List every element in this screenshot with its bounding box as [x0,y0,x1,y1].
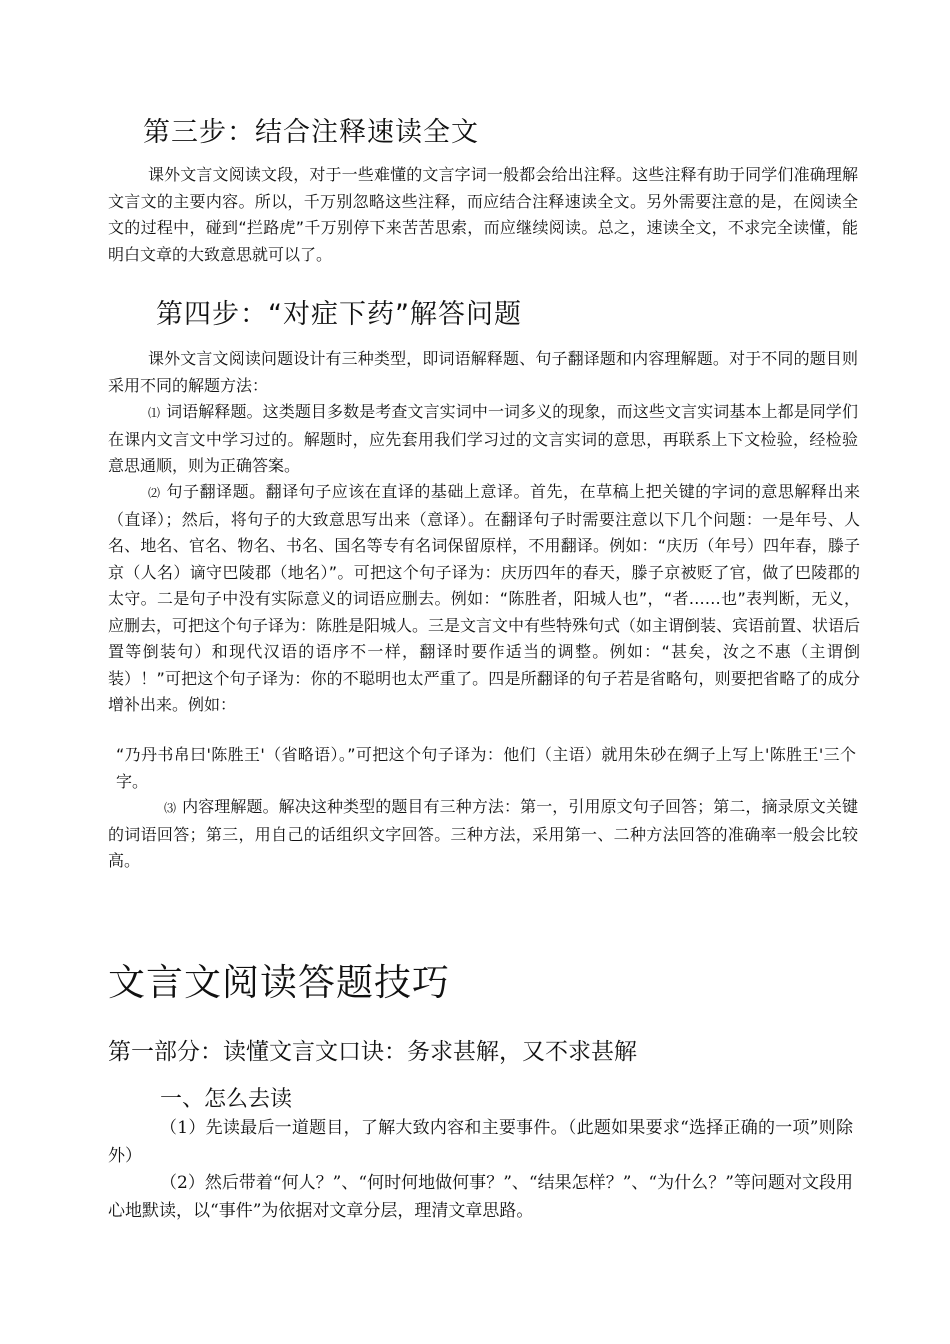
item3-text: 内容理解题。解决这种类型的题目有三种方法：第一，引用原文句子回答；第二，摘录原文关键的词语回答；第三，用自己的话组织文字回答。三种方法，采用第一、二种方法回答的准确率一般会比较高。 [108,797,858,870]
step4-heading: 第四步：“对症下药”解答问题 [156,299,522,330]
item3-number: ⑶ [164,801,177,815]
item1-number: ⑴ [148,406,161,420]
item2-example: “乃丹书帛曰'陈胜王'（省略语）。”可把这个句子译为：他们（主语）就用朱砂在绸子上写上'陈胜王'三个字。 [116,745,856,791]
step3-paragraph: 课外文言文阅读文段，对于一些难懂的文言字词一般都会给出注释。这些注释有助于同学们准确理解文言文的主要内容。所以，千万别忽略这些注释，而应结合注释速读全文。另外需要注意的是，在阅读全文的过程中，碰到“拦路虎”千万别停下来苦苦思索，而应继续阅读。总之，速读全文，不求完全读懂，能明白文章的大致意思就可以了。 [108,165,858,264]
item3-paragraph [108,794,858,875]
read-step-2: （2）然后带着“何人？”、“何时何地做何事？”、“结果怎样？”、“为什么？”等问题对文段用心地默读，以“事件”为依据对文章分层，理清文章思路。 [108,1173,853,1221]
subsection-heading: 一、怎么去读 [160,1087,293,1112]
step3-heading: 第三步：结合注释速读全文 [143,117,479,148]
part1-heading: 第一部分：读懂文言文口诀：务求甚解，又不求甚解 [108,1039,637,1065]
read-step-1: （1）先读最后一道题目，了解大致内容和主要事件。（此题如果要求“选择正确的一项”则除外） [108,1118,853,1166]
section-title: 文言文阅读答题技巧 [108,961,450,1004]
item2-text: 句子翻译题。翻译句子应该在直译的基础上意译。首先，在草稿上把关键的字词的意思解释出来（直译）；然后，将句子的大致意思写出来（意译）。在翻译句子时需要注意以下几个问题：一是年号、人名、地名、官名、物名、书名、国名等专有名词保留原样，不用翻译。例如：“庆历（年号）四年春，滕子京（人名）谪守巴陵郡（地名）”。可把这个句子译为：庆历四年的春天，滕子京被贬了官，做了巴陵郡的太守。二是句子中没有实际意义的词语应删去。例如：“陈胜者，阳城人也”，“者……也”表判断，无义，应删去，可把这个句子译为：陈胜是阳城人。三是文言文中有些特殊句式（如主谓倒装、宾语前置、状语后置等倒装句）和现代汉语的语序不一样，翻译时要作适当的调整。例如：“甚矣，汝之不惠（主谓倒装）！”可把这个句子译为：你的不聪明也太严重了。四是所翻译的句子若是省略句，则要把省略了的成分增补出来。例如： [108,482,861,714]
item2-paragraph [108,479,860,719]
item1-paragraph [108,399,858,480]
item1-text: 词语解释题。这类题目多数是考查文言实词中一词多义的现象，而这些文言实词基本上都是同学们在课内文言文中学习过的。解题时，应先套用我们学习过的文言实词的意思，再联系上下文检验，经检验意思通顺，则为正确答案。 [108,402,858,475]
step4-intro: 课外文言文阅读问题设计有三种类型，即词语解释题、句子翻译题和内容理解题。对于不同的题目则采用不同的解题方法： [108,349,858,395]
item2-number: ⑵ [148,486,161,500]
